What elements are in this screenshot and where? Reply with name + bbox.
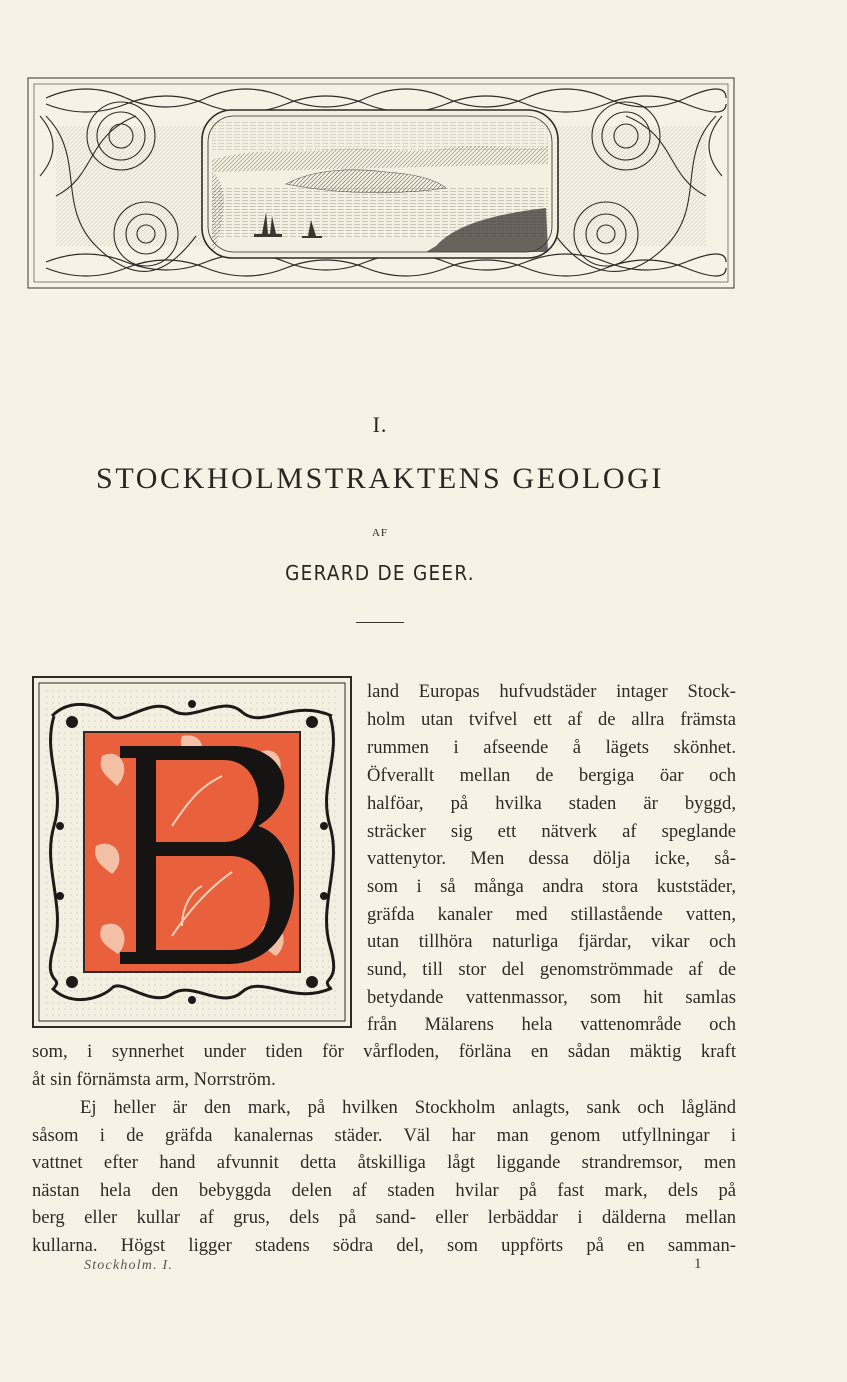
body-line: nästan hela den bebyggda delen af staden hvilar på fast mark, dels på — [32, 1180, 736, 1201]
body-line: kullarna. Högst ligger stadens södra del, som uppförts på en samman- — [32, 1235, 736, 1256]
page-number: 1 — [694, 1256, 702, 1272]
body-line: som i så många andra stora kuststäder, — [367, 876, 736, 897]
body-line: utan tillhöra naturliga fjärdar, vikar och — [367, 931, 736, 952]
body-line: halföar, på hvilka staden är byggd, — [367, 793, 736, 814]
header-ornament-illustration — [26, 76, 736, 290]
signature-mark: Stockholm. I. — [84, 1258, 174, 1273]
body-line: rummen i afseende å lägets skönhet. — [367, 737, 736, 758]
author-name: GERARD DE GEER. — [285, 561, 475, 585]
body-line: gräfda kanaler med stillastående vatten, — [367, 904, 736, 925]
body-line: åt sin förnämsta arm, Norrström. — [32, 1069, 276, 1090]
body-line: holm utan tvifvel ett af de allra främsta — [367, 709, 736, 730]
body-line: Ej heller är den mark, på hvilken Stockholm anlagts, sank och lågländ — [80, 1097, 736, 1118]
body-line: sträcker sig ett nätverk af speglande — [367, 821, 736, 842]
title-rule — [356, 622, 404, 623]
body-line: sund, till stor del genomströmmade af de — [367, 959, 736, 980]
body-line: vattenytor. Men dessa dölja icke, så- — [367, 848, 736, 869]
drop-cap-initial — [32, 676, 352, 1028]
body-line: såsom i de gräfda kanalernas städer. Väl har man genom utfyllningar i — [32, 1125, 736, 1146]
body-line: berg eller kullar af grus, dels på sand- eller lerbäddar i dälderna mellan — [32, 1207, 736, 1228]
chapter-number: I. — [372, 412, 388, 437]
body-line: från Mälarens hela vattenområde och — [367, 1014, 736, 1035]
chapter-title: STOCKHOLMSTRAKTENS GEOLOGI — [96, 462, 664, 495]
body-line: Öfverallt mellan de bergiga öar och — [367, 765, 736, 786]
body-line: vattnet efter hand afvunnit detta åtskilliga lågt liggande strandremsor, men — [32, 1152, 736, 1173]
body-line: som, i synnerhet under tiden för vårfloden, förläna en sådan mäktig kraft — [32, 1041, 736, 1062]
byline-af: AF — [371, 527, 389, 539]
body-line: land Europas hufvudstäder intager Stock- — [367, 681, 736, 702]
body-line: betydande vattenmassor, som hit samlas — [367, 987, 736, 1008]
